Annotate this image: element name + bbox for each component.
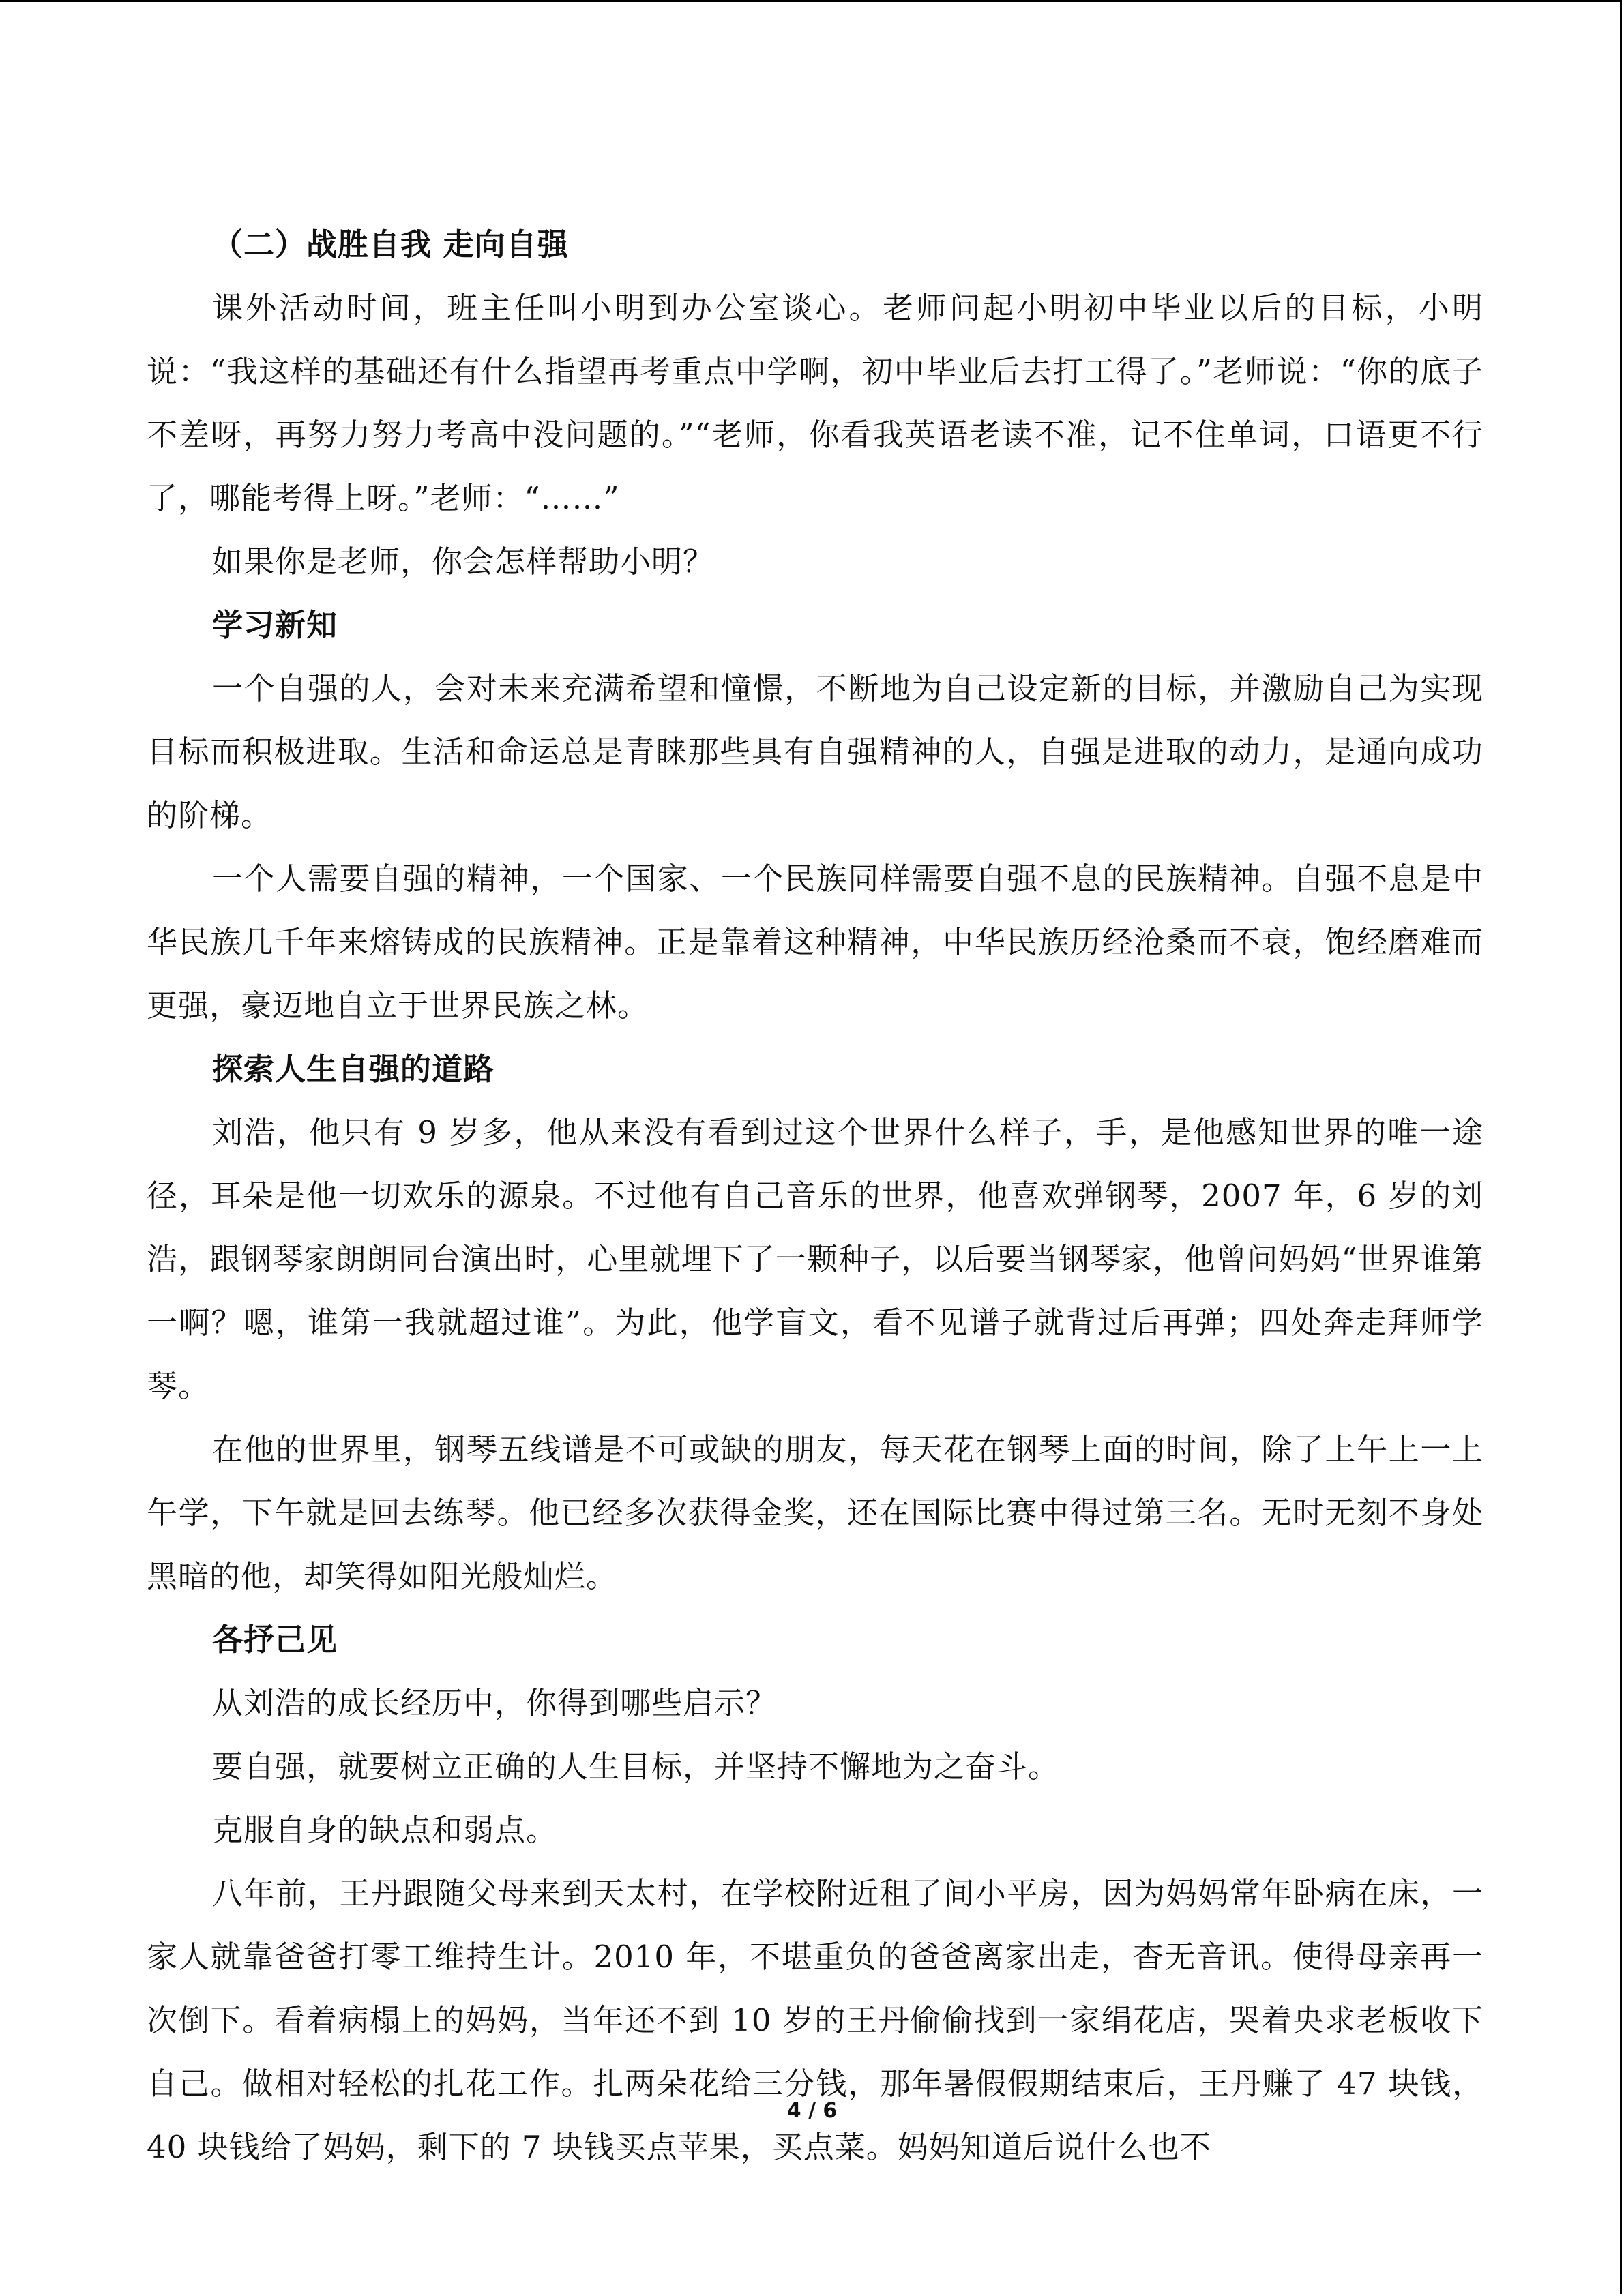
section-title: （二）战胜自我 走向自强 [212, 226, 569, 263]
explore-paragraph-2: 在他的世界里，钢琴五线谱是不可或缺的朋友，每天花在钢琴上面的时间，除了上午上一上午学，下午就是回去练琴。他已经多次获得金奖，还在国际比赛中得过第三名。无时无刻不身处黑暗的他，却笑得如阳光般灿烂。 [147, 1431, 1483, 1594]
story-paragraph: 八年前，王丹跟随父母来到天太村，在学校附近租了间小平房，因为妈妈常年卧病在床，一家人就靠爸爸打零工维持生计。2010 年，不堪重负的爸爸离家出走，杳无音讯。使得母亲再一次倒下。看着病榻上的妈妈，当年还不到 10 岁的王丹偷偷找到一家绢花店，哭着央求老板收下自己。做相对轻松的扎花工作。扎两朵花给三分钱，那年暑假假期结束后，王丹赚了 47 块钱，40 块钱给了妈妈，剩下的 7 块钱买点苹果，买点菜。妈妈知道后说什么也不 [147, 1875, 1483, 2165]
heading-opinion: 各抒己见 [212, 1622, 338, 1658]
document-body [147, 213, 1483, 2179]
intro-paragraph: 课外活动时间，班主任叫小明到办公室谈心。老师问起小明初中毕业以后的目标，小明说：“我这样的基础还有什么指望再考重点中学啊，初中毕业后去打工得了。”老师说：“你的底子不差呀，再努力努力考高中没问题的。”“老师，你看我英语老读不准，记不住单词，口语更不行了，哪能考得上呀。”老师：“……” [147, 290, 1483, 516]
heading-explore: 探索人生自强的道路 [212, 1051, 495, 1087]
learn-paragraph-1: 一个自强的人，会对未来充满希望和憧憬，不断地为自己设定新的目标，并激励自己为实现目标而积极进取。生活和命运总是青睐那些具有自强精神的人，自强是进取的动力，是通向成功的阶梯。 [147, 670, 1483, 833]
explore-paragraph-1: 刘浩，他只有 9 岁多，他从来没有看到过这个世界什么样子，手，是他感知世界的唯一途径，耳朵是他一切欢乐的源泉。不过他有自己音乐的世界，他喜欢弹钢琴，2007 年，6 岁的刘浩，跟钢琴家朗朗同台演出时，心里就埋下了一颗种子，以后要当钢琴家，他曾问妈妈“世界谁第一啊？嗯，谁第一我就超过谁”。为此，他学盲文，看不见谱子就背过后再弹；四处奔走拜师学琴。 [147, 1114, 1483, 1404]
opinion-answer-2: 克服自身的缺点和弱点。 [212, 1812, 558, 1848]
heading-learn: 学习新知 [212, 607, 338, 643]
opinion-question: 从刘浩的成长经历中，你得到哪些启示？ [212, 1685, 778, 1721]
question-teacher: 如果你是老师，你会怎样帮助小明？ [212, 543, 715, 580]
page-number: 4 / 6 [786, 2099, 838, 2123]
learn-paragraph-2: 一个人需要自强的精神，一个国家、一个民族同样需要自强不息的民族精神。自强不息是中华民族几千年来熔铸成的民族精神。正是靠着这种精神，中华民族历经沧桑而不衰，饱经磨难而更强，豪迈地自立于世界民族之林。 [147, 861, 1483, 1024]
opinion-answer-1: 要自强，就要树立正确的人生目标，并坚持不懈地为之奋斗。 [212, 1748, 1060, 1785]
